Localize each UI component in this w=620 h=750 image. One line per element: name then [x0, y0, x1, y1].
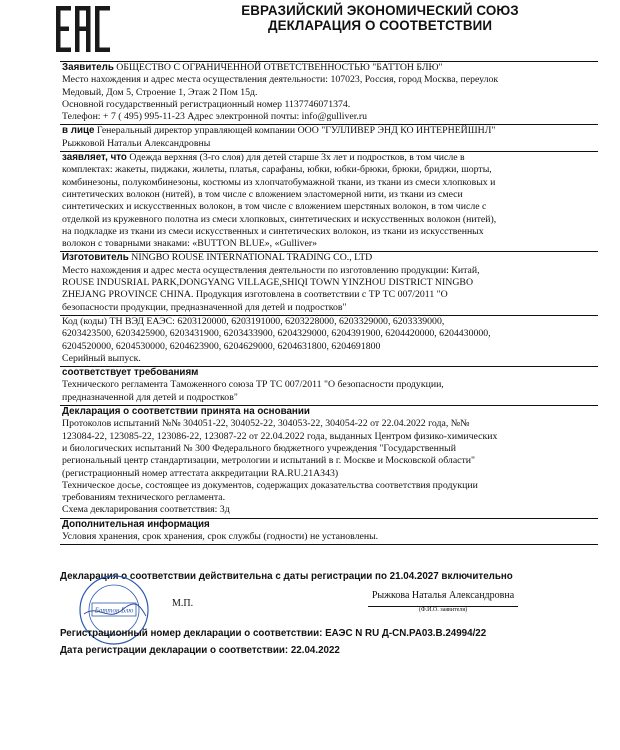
basis-line: Протоколов испытаний №№ 304051-22, 304052-22, 304053-22, 304054-22 от 22.04.2022 года, №№ — [62, 418, 470, 430]
product-line: комплектах: жакеты, пиджаки, жилеты, платья, сарафаны, юбки, юбки-брюки, брюки, бриджи, шорты, — [62, 164, 492, 176]
basis-line: требованиям технического регламента. — [62, 492, 226, 504]
person-line: Генеральный директор управляющей компании ООО "ГУЛЛИВЕР ЭНД КО ИНТЕРНЕЙШНЛ" — [94, 125, 496, 137]
codes-line: Код (коды) ТН ВЭД ЕАЭС: 6203120000, 6203191000, 6203228000, 6203329000, 6203339000, — [62, 315, 445, 327]
registration-number: Регистрационный номер декларации о соответствии: ЕАЭС N RU Д-CN.PA03.B.24994/22 — [60, 628, 487, 639]
codes-section — [60, 315, 598, 366]
person-section — [60, 124, 598, 151]
applicant-line: Медовый, Дом 5, Строение 1, Этаж 2 Пом 15д. — [62, 86, 258, 98]
conforms-line: предназначенной для детей и подростков" — [62, 391, 238, 403]
signer-caption: (Ф.И.О. заявителя) — [418, 607, 468, 613]
manufacturer-section — [60, 251, 598, 314]
validity-statement: Декларация о соответствии действительна с даты регистрации по 21.04.2027 включительно — [60, 571, 513, 582]
product-line: синтетических волокон (нитей), в том числе с вложением эластомерной нити, из ткани из смеси — [62, 188, 463, 200]
applicant-name: ОБЩЕСТВО С ОГРАНИЧЕННОЙ ОТВЕТСТВЕННОСТЬЮ "БАТТОН БЛЮ" — [113, 62, 443, 73]
declares-section — [60, 151, 598, 251]
additional-label: Дополнительная информация — [62, 518, 210, 530]
basis-line: и биологических испытаний № 300 Федерального бюджетного учреждения "Государственный — [62, 442, 456, 454]
basis-line: Техническое досье, состоящее из документов, содержащих доказательства соответствия продукции — [62, 479, 478, 491]
basis-label: Декларация о соответствии принята на основании — [62, 406, 310, 418]
eac-logo — [56, 6, 110, 52]
codes-line: 6203423500, 6203425900, 6203431900, 6203433900, 6204329000, 6204391900, 6204420000, 6204430000, — [62, 328, 491, 340]
conforms-line: Технического регламента Таможенного союза ТР ТС 007/2011 "О безопасности продукции, — [62, 379, 444, 391]
additional-line: Условия хранения, срок хранения, срок службы (годности) не установлены. — [62, 530, 379, 542]
signer-name: Рыжкова Наталья Александровна — [371, 590, 515, 601]
header-title: ДЕКЛАРАЦИЯ О СООТВЕТСТВИИ — [267, 18, 493, 33]
manufacturer-name: NINGBO ROUSE INTERNATIONAL TRADING CO., LTD — [128, 252, 373, 264]
product-line: синтетических и искусственных волокон, в том числе с вложением шерстяных волокон, в том числе с — [62, 201, 487, 213]
seal-place-label: М.П. — [172, 598, 194, 609]
applicant-line: Место нахождения и адрес места осуществления деятельности: 107023, Россия, город Москва, переулок — [62, 74, 499, 86]
person-name: Рыжковой Натальи Александровны — [62, 137, 211, 149]
additional-section — [60, 518, 598, 546]
stamp-text: Баттон Блю — [94, 606, 134, 615]
applicant-line: Телефон: + 7 ( 495) 995-11-23 Адрес электронной почты: info@gulliver.ru — [62, 111, 368, 123]
basis-line: (регистрационный номер аттестата аккредитации RA.RU.21AЗ43) — [62, 467, 339, 479]
product-line: комбинезоны, полукомбинезоны, костюмы из хлопчатобумажной ткани, из ткани из смеси хлопковых и — [62, 176, 496, 188]
serial-release: Серийный выпуск. — [62, 352, 141, 364]
applicant-label: Заявитель — [62, 62, 114, 73]
applicant-line: Основной государственный регистрационный номер 1137746071374. — [62, 98, 351, 110]
manufacturer-line: ROUSE INDUSRIAL PARK,DONGYANG VILLAGE,SHIQI TOWN YINZHOU DISTRICT NINGBO — [62, 277, 474, 289]
document-header — [150, 3, 610, 33]
scheme-line: Схема декларирования соответствия: 3д — [62, 504, 230, 516]
manufacturer-label: Изготовитель — [62, 252, 129, 264]
header-union: ЕВРАЗИЙСКИЙ ЭКОНОМИЧЕСКИЙ СОЮЗ — [241, 3, 519, 18]
product-line: Одежда верхняя (3-го слоя) для детей старше 3х лет и подростков, в том числе в — [126, 152, 465, 164]
applicant-section — [60, 61, 598, 124]
manufacturer-line: безопасности продукции, предназначенной для детей и подростков" — [62, 301, 347, 313]
person-label: в лице — [62, 125, 95, 137]
basis-line: 123084-22, 123085-22, 123086-22, 123087-22 от 22.04.2022 года, выданных Центром физико-химических — [62, 430, 498, 442]
basis-line: региональный центр стандартизации, метрологии и испытаний в г. Москве и Московской области" — [62, 455, 476, 467]
registration-date: Дата регистрации декларации о соответствии: 22.04.2022 — [60, 645, 340, 656]
conforms-label: соответствует требованиям — [62, 367, 199, 379]
product-line: на подкладке из ткани из смеси искусственных и синтетических волокон, из ткани из искусственных — [62, 225, 484, 237]
basis-section — [60, 405, 598, 518]
conforms-section — [60, 366, 598, 405]
product-line: отделкой из кружевного полотна из смеси хлопковых, синтетических и искусственных волокон (нитей), — [62, 213, 497, 225]
declares-label: заявляет, что — [62, 152, 127, 164]
declaration-body — [60, 61, 598, 545]
product-line: волокон с товарными знаками: «BUTTON BLUE», «Gulliver» — [62, 238, 318, 250]
manufacturer-line: Место нахождения и адрес места осуществления деятельности по изготовлению продукции: Китай, — [62, 264, 480, 276]
manufacturer-line: ZHEJANG PROVINCE CHINA. Продукция изготовлена в соответствии с ТР ТС 007/2011 "О — [62, 289, 448, 301]
codes-line: 6204520000, 6204530000, 6204623900, 6204629000, 6204631800, 6204691800 — [62, 340, 381, 352]
